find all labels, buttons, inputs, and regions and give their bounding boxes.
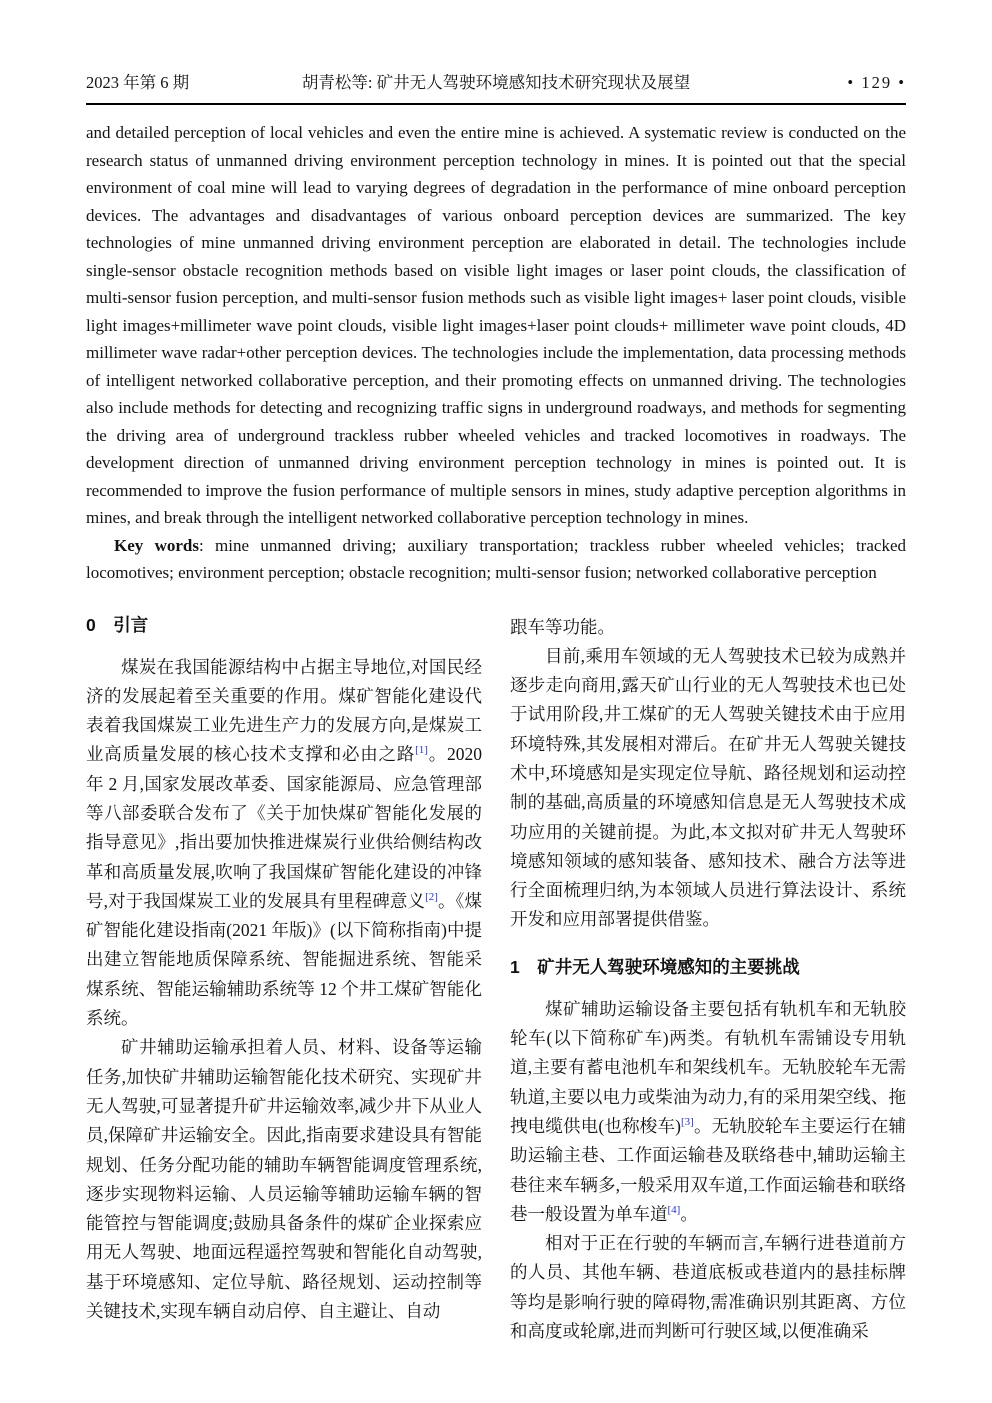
text-run: 煤矿辅助运输设备主要包括有轨机车和无轨胶轮车(以下简称矿车)两类。有轨机车需铺设专用轨道,主要有蓄电池机车和架线机车。无轨胶轮车无需轨道,主要以电力或柴油为动力,有的采用架空线、拖拽电缆供电(也称梭车) — [510, 998, 906, 1136]
text-run: 。 — [680, 1203, 698, 1224]
paragraph-section1-1 — [510, 995, 906, 1229]
paragraph-intro-3 — [510, 642, 906, 935]
text-run: 相对于正在行驶的车辆而言,车辆行进巷道前方的人员、其他车辆、巷道底板或巷道内的悬挂标牌等均是影响行驶的障碍物,需准确识别其距离、方位和高度或轮廓,进而判断可行驶区域,以便准确采 — [510, 1233, 906, 1342]
text-run: : mine unmanned driving; auxiliary transportation; trackless rubber wheeled vehicles; tracked locomotives; environment perception; obstacle recognition; multi-sensor fusion; networked collaborative perception — [86, 535, 906, 582]
section-heading-1: 1 矿井无人驾驶环境感知的主要挑战 — [510, 956, 800, 977]
left-column — [86, 613, 482, 1347]
paragraph-intro-1 — [86, 653, 482, 1034]
keywords-label: Key words — [114, 535, 199, 555]
running-title: 胡青松等: 矿井无人驾驶环境感知技术研究现状及展望 — [301, 73, 691, 92]
page-header — [86, 72, 906, 94]
abstract-text: and detailed perception of local vehicles and even the entire mine is achieved. A systematic review is conducted on the research status of unmanned driving environment perception technology in mines. It is pointed out that the special environment of coal mine will lead to varying degrees of degradation in the performance of mine onboard perception devices. The advantages and disadvantages of various onboard perception devices are summarized. The key technologies of mine unmanned driving environment perception are elaborated in detail. The technologies include single-sensor obstacle recognition methods based on visible light images or laser point clouds, the classification of multi-sensor fusion perception, and multi-sensor fusion methods such as visible light images+ laser point clouds, visible light images+millimeter wave point clouds, visible light images+laser point clouds+ millimeter wave point clouds, 4D millimeter wave radar+other perception devices. The technologies include the implementation, data processing methods of intelligent networked collaborative perception, and their promoting effects on unmanned driving. The technologies also include methods for detecting and recognizing traffic signs in underground roadways, and methods for segmenting the driving area of underground trackless rubber wheeled vehicles and tracked locomotives in roadways. The development direction of unmanned driving environment perception technology in mines is pointed out. It is recommended to improve the fusion performance of multiple sensors in mines, study adaptive perception algorithms in mines, and break through the intelligent networked collaborative perception technology in mines. — [86, 123, 906, 527]
reference-marker[interactable]: [2] — [425, 891, 438, 904]
paragraph-intro-2 — [86, 1033, 482, 1326]
paragraph-intro-2-continued — [510, 613, 906, 642]
reference-marker[interactable]: [1] — [415, 744, 428, 757]
text-run: 跟车等功能。 — [510, 616, 615, 637]
paragraph-section1-2 — [510, 1229, 906, 1346]
two-column-body — [86, 613, 906, 1347]
text-run: 。2020 年 2 月,国家发展改革委、国家能源局、应急管理部等八部委联合发布了《关于加快煤矿智能化发展的指导意见》,指出要加快推进煤炭行业供给侧结构改革和高质量发展,吹响了我国煤矿智能化建设的冲锋号,对于我国煤炭工业的发展具有里程碑意义 — [86, 744, 483, 911]
page-number: • 129 • — [847, 73, 906, 92]
reference-marker[interactable]: [4] — [667, 1204, 681, 1217]
keywords-line — [86, 532, 906, 587]
text-run: 。《煤矿智能化建设指南(2021 年版)》(以下简称指南)中提出建立智能地质保障系统、智能掘进系统、智能采煤系统、智能运输辅助系统等 12 个井工煤矿智能化系统。 — [86, 890, 483, 1029]
journal-issue: 2023 年第 6 期 — [86, 73, 190, 92]
section-heading-0: 0 引言 — [86, 614, 149, 635]
text-run: 煤炭在我国能源结构中占据主导地位,对国民经济的发展起着至关重要的作用。煤矿智能化建设代表着我国煤炭工业先进生产力的发展方向,是煤炭工业高质量发展的核心技术支撑和必由之路 — [86, 656, 482, 765]
header-rule — [86, 103, 906, 105]
reference-marker[interactable]: [3] — [680, 1116, 694, 1129]
text-run: 目前,乘用车领域的无人驾驶技术已较为成熟并逐步走向商用,露天矿山行业的无人驾驶技术也已处于试用阶段,井工煤矿的无人驾驶关键技术由于应用环境特殊,其发展相对滞后。在矿井无人驾驶关键技术中,环境感知是实现定位导航、路径规划和运动控制的基础,高质量的环境感知信息是无人驾驶技术成功应用的关键前提。为此,本文拟对矿井无人驾驶环境感知领域的感知装备、感知技术、融合方法等进行全面梳理归纳,为本领域人员进行算法设计、系统开发和应用部署提供借鉴。 — [510, 645, 906, 930]
right-column — [510, 613, 906, 1347]
text-run: 矿井辅助运输承担着人员、材料、设备等运输任务,加快矿井辅助运输智能化技术研究、实现矿井无人驾驶,可显著提升矿井运输效率,减少井下从业人员,保障矿井运输安全。因此,指南要求建设具有智能规划、任务分配功能的辅助车辆智能调度管理系统,逐步实现物料运输、人员运输等辅助运输车辆的智能管控与智能调度;鼓励具备条件的煤矿企业探索应用无人驾驶、地面远程遥控驾驶和智能化自动驾驶,基于环境感知、定位导航、路径规划、运动控制等关键技术,实现车辆自动启停、自主避让、自动 — [86, 1037, 482, 1322]
text-run: 。无轨胶轮车主要运行在辅助运输主巷、工作面运输巷及联络巷中,辅助运输主巷往来车辆多,一般采用双车道,工作面运输巷和联络巷一般设置为单车道 — [510, 1115, 907, 1224]
